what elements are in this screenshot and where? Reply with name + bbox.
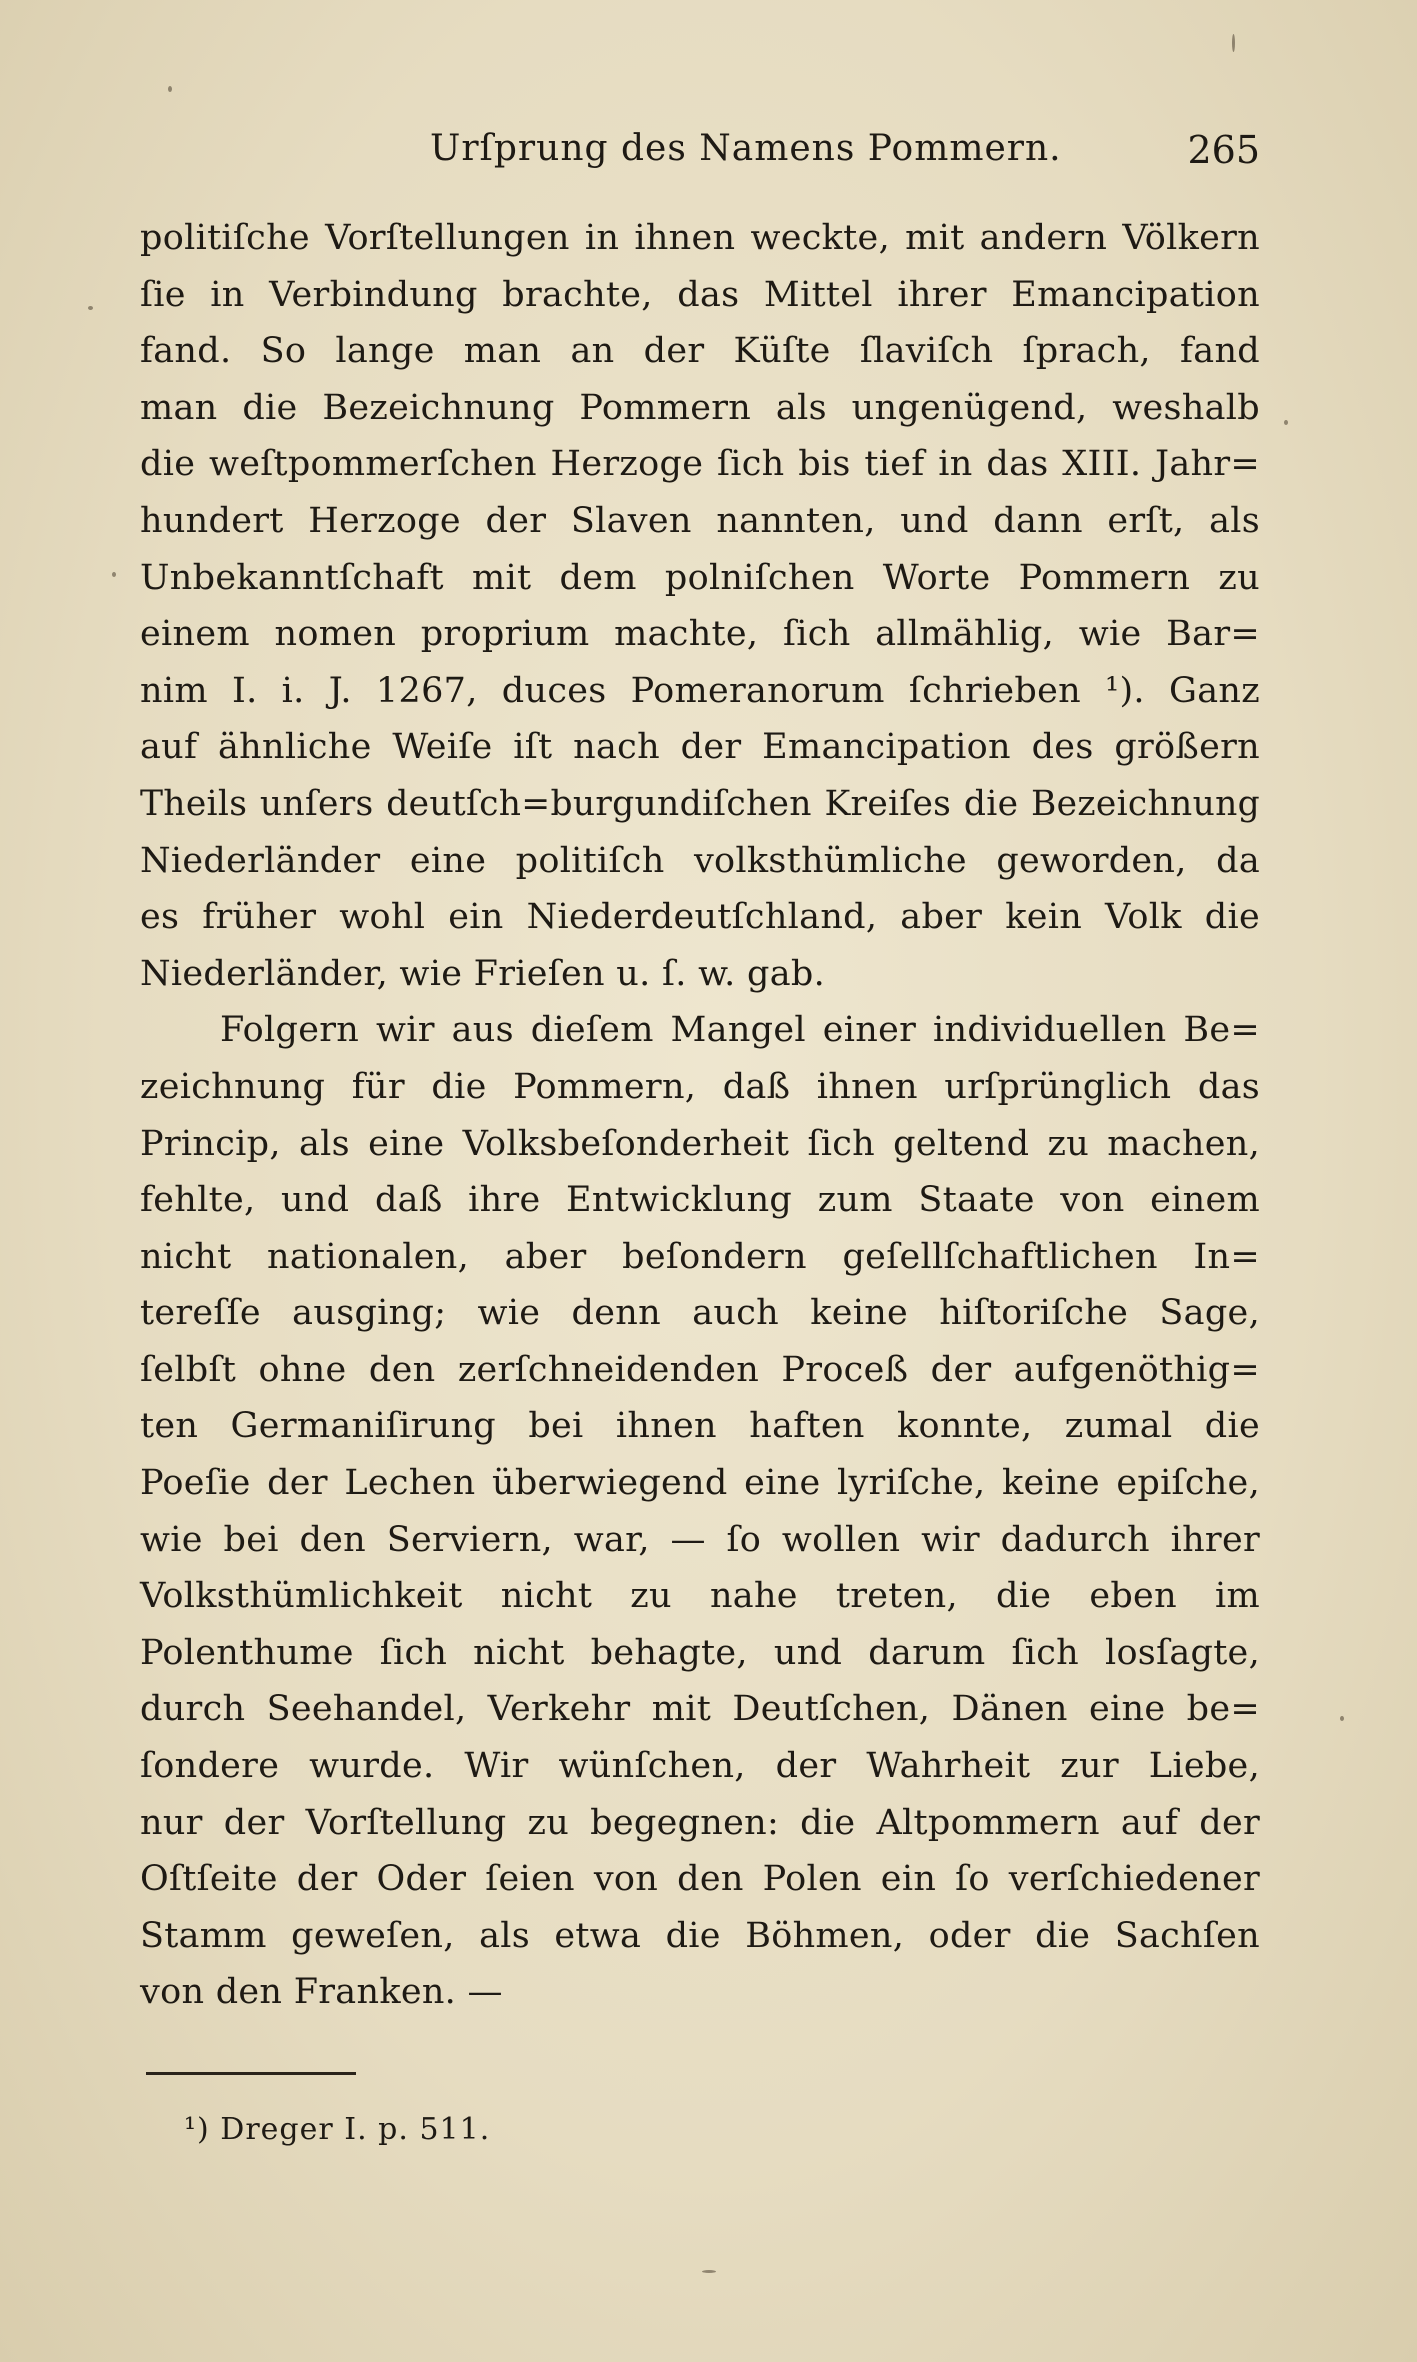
paper-speck	[168, 86, 172, 92]
text-line: hundert Herzoge der Slaven nannten, und dann erſt, als	[140, 500, 1260, 541]
text-line: nim I. i. J. 1267, duces Pomeranorum ſchrieben ¹). Ganz	[140, 670, 1260, 711]
paper-speck	[1284, 420, 1288, 425]
text-line: Unbekanntſchaft mit dem polniſchen Worte Pommern zu	[140, 557, 1260, 598]
text-line: es früher wohl ein Niederdeutſchland, aber kein Volk die	[140, 897, 1260, 938]
paper-speck	[1232, 34, 1235, 52]
text-line: die weſtpommerſchen Herzoge ſich bis tief in das XIII. Jahr=	[140, 444, 1260, 485]
paper-speck	[88, 306, 93, 310]
text-line: einem nomen proprium machte, ſich allmählig, wie Bar=	[140, 614, 1260, 655]
text-line: Princip, als eine Volksbeſonderheit ſich geltend zu machen,	[140, 1123, 1260, 1164]
text-line: Theils unſers deutſch=burgundiſchen Kreiſes die Bezeichnung	[140, 783, 1260, 824]
running-head: Urſprung des Namens Pommern.	[430, 128, 1062, 169]
text-line: Volksthümlichkeit nicht zu nahe treten, die eben im	[140, 1576, 1260, 1617]
text-line: fand. So lange man an der Küſte ſlaviſch ſprach, fand	[140, 331, 1260, 372]
text-line: nur der Vorſtellung zu begegnen: die Altpommern auf der	[140, 1802, 1260, 1843]
text-line: man die Bezeichnung Pommern als ungenügend, weshalb	[140, 387, 1260, 428]
paragraph	[140, 1002, 1260, 2021]
text-line: Folgern wir aus dieſem Mangel einer individuellen Be=	[220, 1010, 1260, 1051]
text-line: ten Germaniſirung bei ihnen haften konnte, zumal die	[140, 1406, 1260, 1447]
text-line: Stamm geweſen, als etwa die Böhmen, oder die Sachſen	[140, 1915, 1260, 1956]
text-line: Polenthume ſich nicht behagte, und darum ſich losſagte,	[140, 1632, 1260, 1673]
text-line: ſondere wurde. Wir wünſchen, der Wahrheit zur Liebe,	[140, 1746, 1260, 1787]
page-number: 265	[1187, 128, 1260, 172]
text-line: Niederländer, wie Frieſen u. ſ. w. gab.	[140, 953, 826, 994]
text-line: von den Franken. —	[140, 1972, 503, 2013]
text-line: Poeſie der Lechen überwiegend eine lyriſche, keine epiſche,	[140, 1463, 1260, 1504]
text-line: nicht nationalen, aber beſondern geſellſchaftlichen In=	[140, 1236, 1260, 1277]
paper-speck	[702, 2270, 716, 2273]
paragraph	[140, 210, 1260, 1002]
text-line: ſie in Verbindung brachte, das Mittel ihrer Emancipation	[140, 274, 1260, 315]
page-header	[140, 128, 1260, 188]
text-line: zeichnung für die Pommern, daß ihnen urſprünglich das	[140, 1066, 1260, 1107]
text-line: auf ähnliche Weiſe iſt nach der Emancipation des größern	[140, 727, 1260, 768]
text-line: fehlte, und daß ihre Entwicklung zum Staate von einem	[140, 1180, 1260, 1221]
text-line: wie bei den Serviern, war, — ſo wollen wir dadurch ihrer	[140, 1519, 1260, 1560]
paper-speck	[112, 572, 116, 577]
footnote-divider	[146, 2072, 356, 2075]
footnote: ¹) Dreger I. p. 511.	[184, 2112, 491, 2147]
text-line: ſelbſt ohne den zerſchneidenden Proceß der aufgenöthig=	[140, 1349, 1260, 1390]
text-line: Oſtſeite der Oder ſeien von den Polen ein ſo verſchiedener	[140, 1859, 1260, 1900]
text-line: durch Seehandel, Verkehr mit Deutſchen, Dänen eine be=	[140, 1689, 1260, 1730]
paper-speck	[1340, 1716, 1344, 1721]
text-line: politiſche Vorſtellungen in ihnen weckte, mit andern Völkern	[140, 218, 1260, 258]
text-line: Niederländer eine politiſch volksthümliche geworden, da	[140, 840, 1260, 881]
body-text	[140, 210, 1260, 2021]
text-line: tereſſe ausging; wie denn auch keine hiſtoriſche Sage,	[140, 1293, 1260, 1334]
